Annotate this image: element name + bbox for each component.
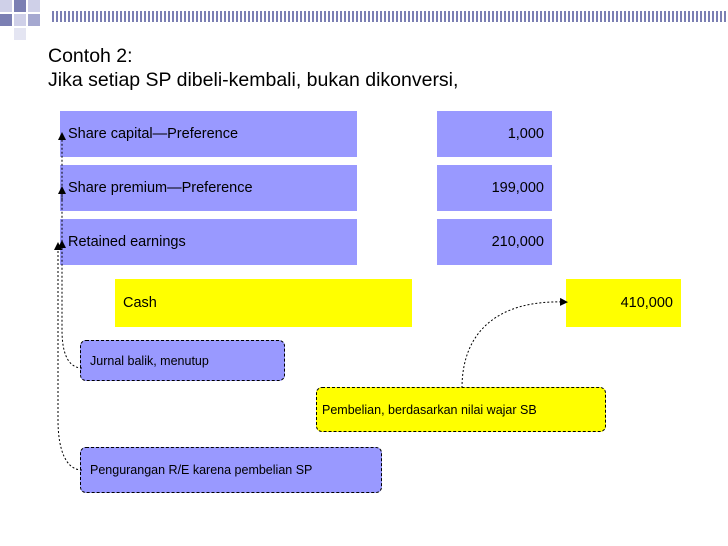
account-label: Share premium—Preference (68, 180, 253, 196)
arrow-reduction-to-retained-earnings (58, 246, 82, 470)
title-line-1: Contoh 2: (48, 45, 133, 67)
title-line-2: Jika setiap SP dibeli-kembali, bukan dikonversi, (48, 69, 459, 91)
note-text: Jurnal balik, menutup (90, 353, 209, 368)
amount-value: 199,000 (491, 180, 544, 196)
note-text: Pembelian, berdasarkan nilai wajar SB (322, 402, 537, 417)
amount-value: 210,000 (491, 234, 544, 250)
note-text: Pengurangan R/E karena pembelian SP (90, 463, 313, 477)
account-label: Retained earnings (68, 234, 186, 250)
amount-value: 410,000 (620, 295, 673, 311)
arrow-to-share-capital (62, 136, 82, 368)
account-label: Cash (123, 295, 157, 311)
arrow-purchase-to-cash (462, 302, 564, 388)
amount-value: 1,000 (507, 126, 544, 142)
account-label: Share capital—Preference (68, 126, 239, 142)
